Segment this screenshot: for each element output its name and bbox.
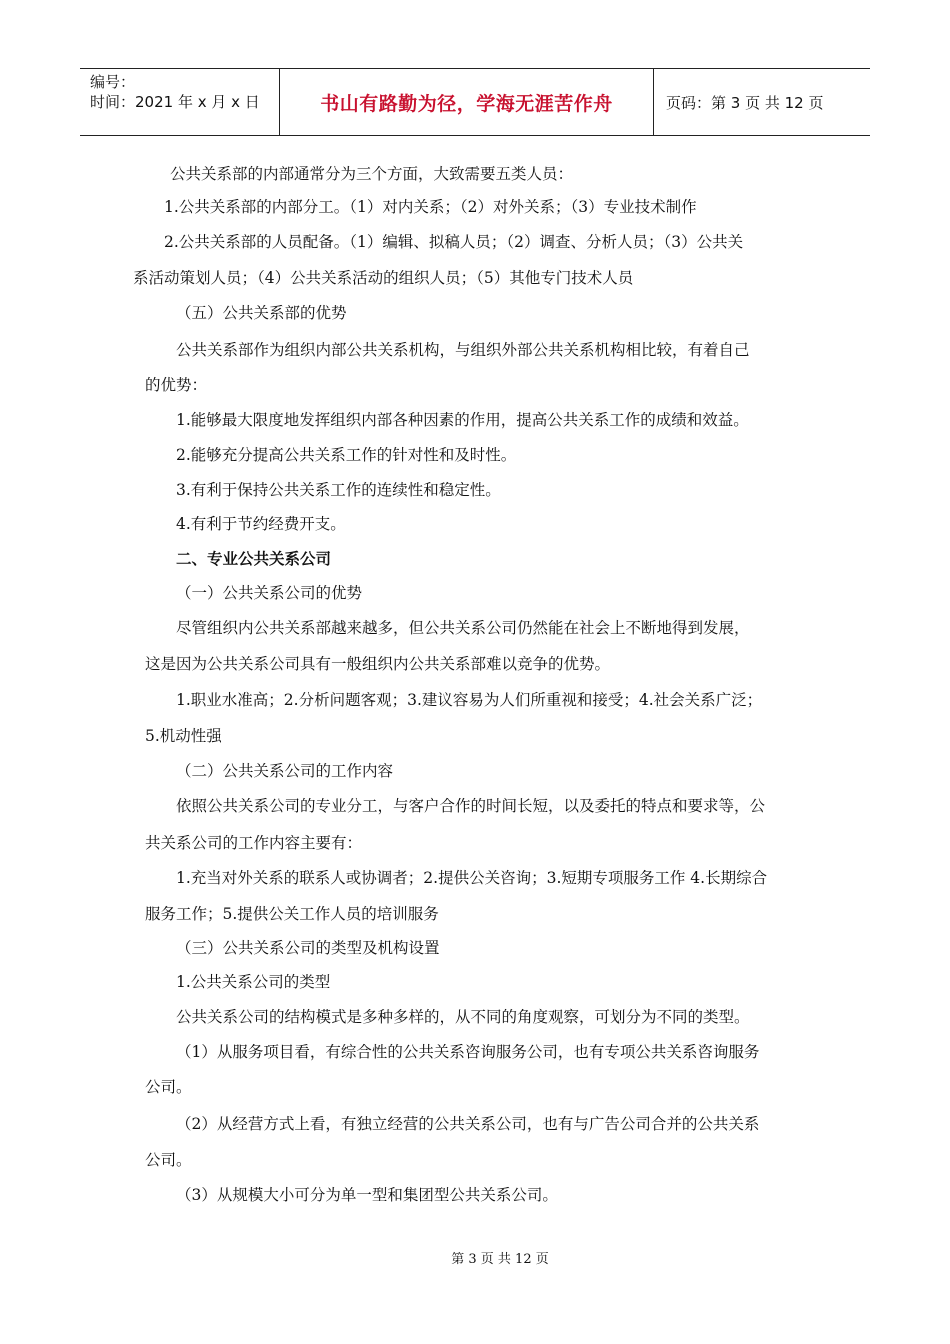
paragraph-line: 尽管组织内公共关系部越来越多，但公共关系公司仍然能在社会上不断地得到发展， — [176, 619, 750, 637]
list-item: 服务工作；5.提供公关工作人员的培训服务 — [145, 905, 439, 923]
chapter-heading: 二、专业公共关系公司 — [176, 550, 332, 568]
header-motto: 书山有路勤为径，学海无涯苦作舟 — [280, 69, 654, 135]
list-item: 2.公共关系部的人员配备。（1）编辑、拟稿人员；（2）调查、分析人员；（3）公共关 — [164, 233, 744, 251]
page-footer: 第 3 页 共 12 页 — [451, 1252, 549, 1267]
list-item: 1.能够最大限度地发挥组织内部各种因素的作用，提高公共关系工作的成绩和效益。 — [176, 411, 749, 429]
paragraph-line: 公司。 — [145, 1078, 192, 1096]
subsection-heading: 1.公共关系公司的类型 — [176, 973, 331, 991]
document-date: 时间：2021 年 x 月 x 日 — [90, 93, 260, 111]
paragraph-line: 共关系公司的工作内容主要有： — [145, 834, 363, 852]
section-heading: （三）公共关系公司的类型及机构设置 — [176, 939, 440, 957]
list-item: 1.充当对外关系的联系人或协调者；2.提供公关咨询；3.短期专项服务工作 4.长期综合 — [176, 869, 768, 887]
list-item: 1.职业水准高；2.分析问题客观；3.建议容易为人们所重视和接受；4.社会关系广泛； — [176, 691, 763, 709]
paragraph-line: 依照公共关系公司的专业分工，与客户合作的时间长短，以及委托的特点和要求等，公 — [176, 797, 766, 815]
paragraph-line: （3）从规模大小可分为单一型和集团型公共关系公司。 — [176, 1186, 558, 1204]
page-header — [80, 68, 870, 136]
paragraph-line: 这是因为公共关系公司具有一般组织内公共关系部难以竞争的优势。 — [145, 655, 611, 673]
paragraph-line: 公共关系部作为组织内部公共关系机构，与组织外部公共关系机构相比较，有着自己 — [176, 341, 750, 359]
header-meta — [80, 69, 280, 135]
list-item: 2.能够充分提高公共关系工作的针对性和及时性。 — [176, 446, 517, 464]
list-item: 3.有利于保持公共关系工作的连续性和稳定性。 — [176, 481, 501, 499]
list-item: 1.公共关系部的内部分工。（1）对内关系；（2）对外关系；（3）专业技术制作 — [164, 198, 697, 216]
paragraph-line: 系活动策划人员；（4）公共关系活动的组织人员；（5）其他专门技术人员 — [133, 269, 634, 287]
section-heading: （一）公共关系公司的优势 — [176, 584, 363, 602]
paragraph-line: 的优势： — [145, 376, 208, 394]
section-heading: （五）公共关系部的优势 — [176, 304, 347, 322]
paragraph-line: （2）从经营方式上看，有独立经营的公共关系公司，也有与广告公司合并的公共关系 — [176, 1115, 760, 1133]
section-heading: （二）公共关系公司的工作内容 — [176, 762, 394, 780]
paragraph-line: 公司。 — [145, 1151, 192, 1169]
paragraph-line: 公共关系部的内部通常分为三个方面，大致需要五类人员： — [170, 165, 574, 183]
paragraph-line: 公共关系公司的结构模式是多种多样的，从不同的角度观察，可划分为不同的类型。 — [176, 1008, 750, 1026]
list-item: 4.有利于节约经费开支。 — [176, 515, 346, 533]
paragraph-line: （1）从服务项目看，有综合性的公共关系咨询服务公司，也有专项公共关系咨询服务 — [176, 1043, 760, 1061]
list-item: 5.机动性强 — [145, 727, 222, 745]
document-number-label: 编号： — [90, 73, 136, 91]
header-page-info: 页码：第 3 页 共 12 页 — [666, 93, 824, 112]
